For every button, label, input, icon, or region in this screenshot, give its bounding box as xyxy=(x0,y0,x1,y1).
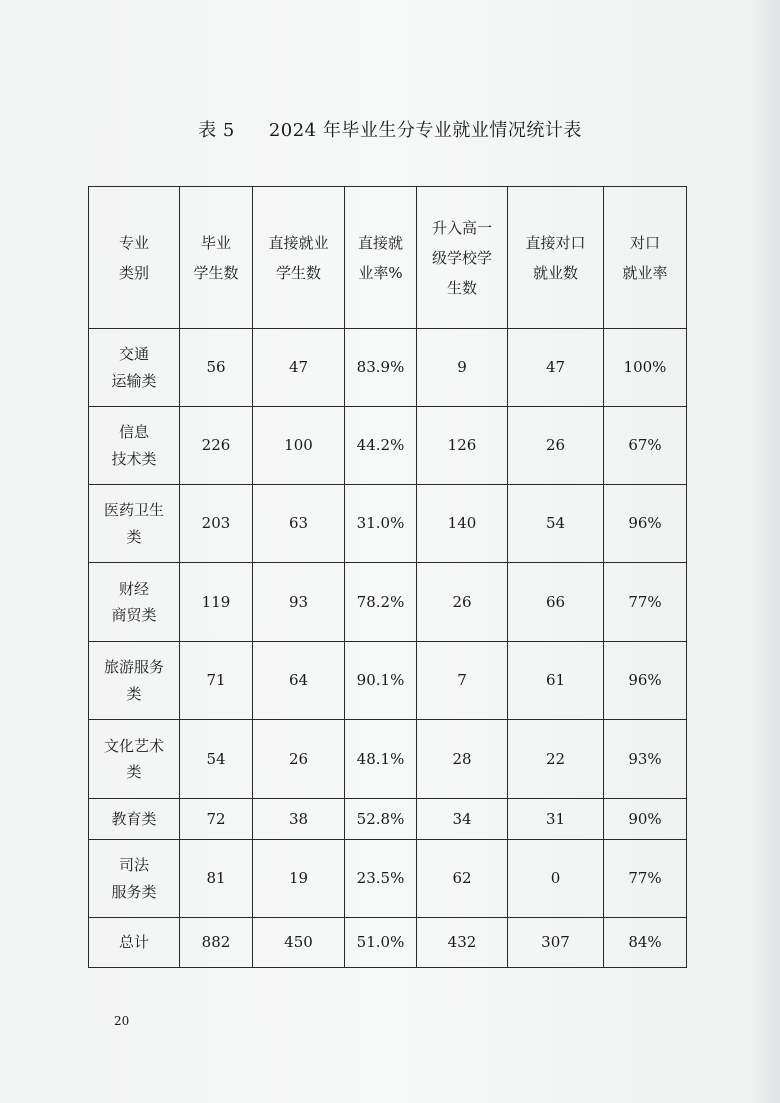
category-cell: 交通 运输类 xyxy=(89,329,180,407)
table-row xyxy=(89,642,687,720)
header-row xyxy=(89,187,687,329)
value-cell: 52.8% xyxy=(345,799,417,840)
value-cell: 67% xyxy=(604,407,687,485)
table-row xyxy=(89,485,687,563)
table-label: 表 5 xyxy=(198,120,235,141)
value-cell: 47 xyxy=(253,329,345,407)
column-header: 毕业 学生数 xyxy=(180,187,253,329)
value-cell: 47 xyxy=(508,329,604,407)
value-cell: 31.0% xyxy=(345,485,417,563)
category-cell: 旅游服务 类 xyxy=(89,642,180,720)
table-row xyxy=(89,407,687,485)
value-cell: 226 xyxy=(180,407,253,485)
value-cell: 23.5% xyxy=(345,840,417,918)
value-cell: 307 xyxy=(508,918,604,968)
value-cell: 126 xyxy=(417,407,508,485)
table-title-text: 2024 年毕业生分专业就业情况统计表 xyxy=(268,120,582,141)
category-cell: 财经 商贸类 xyxy=(89,563,180,642)
table-row xyxy=(89,563,687,642)
value-cell: 78.2% xyxy=(345,563,417,642)
value-cell: 450 xyxy=(253,918,345,968)
value-cell: 140 xyxy=(417,485,508,563)
value-cell: 54 xyxy=(508,485,604,563)
value-cell: 34 xyxy=(417,799,508,840)
table-row xyxy=(89,720,687,799)
column-header: 直接就业 学生数 xyxy=(253,187,345,329)
value-cell: 119 xyxy=(180,563,253,642)
value-cell: 83.9% xyxy=(345,329,417,407)
category-cell: 医药卫生 类 xyxy=(89,485,180,563)
category-cell: 文化艺术 类 xyxy=(89,720,180,799)
value-cell: 72 xyxy=(180,799,253,840)
employment-stats-table xyxy=(88,186,687,968)
column-header: 对口 就业率 xyxy=(604,187,687,329)
value-cell: 51.0% xyxy=(345,918,417,968)
value-cell: 31 xyxy=(508,799,604,840)
value-cell: 62 xyxy=(417,840,508,918)
value-cell: 84% xyxy=(604,918,687,968)
value-cell: 56 xyxy=(180,329,253,407)
category-cell: 总计 xyxy=(89,918,180,968)
value-cell: 432 xyxy=(417,918,508,968)
value-cell: 96% xyxy=(604,642,687,720)
value-cell: 71 xyxy=(180,642,253,720)
column-header: 专业 类别 xyxy=(89,187,180,329)
page-edge-shadow xyxy=(752,0,780,1103)
value-cell: 203 xyxy=(180,485,253,563)
category-cell: 司法 服务类 xyxy=(89,840,180,918)
value-cell: 66 xyxy=(508,563,604,642)
total-row xyxy=(89,918,687,968)
value-cell: 63 xyxy=(253,485,345,563)
table-row xyxy=(89,799,687,840)
value-cell: 93 xyxy=(253,563,345,642)
table-row xyxy=(89,840,687,918)
value-cell: 90.1% xyxy=(345,642,417,720)
value-cell: 44.2% xyxy=(345,407,417,485)
value-cell: 28 xyxy=(417,720,508,799)
value-cell: 0 xyxy=(508,840,604,918)
page-number: 20 xyxy=(114,1014,130,1028)
value-cell: 96% xyxy=(604,485,687,563)
column-header: 升入高一 级学校学 生数 xyxy=(417,187,508,329)
value-cell: 100 xyxy=(253,407,345,485)
column-header: 直接对口 就业数 xyxy=(508,187,604,329)
value-cell: 90% xyxy=(604,799,687,840)
value-cell: 26 xyxy=(253,720,345,799)
value-cell: 26 xyxy=(508,407,604,485)
value-cell: 48.1% xyxy=(345,720,417,799)
value-cell: 77% xyxy=(604,840,687,918)
column-header: 直接就 业率% xyxy=(345,187,417,329)
category-cell: 信息 技术类 xyxy=(89,407,180,485)
value-cell: 26 xyxy=(417,563,508,642)
value-cell: 77% xyxy=(604,563,687,642)
value-cell: 9 xyxy=(417,329,508,407)
value-cell: 22 xyxy=(508,720,604,799)
table-title xyxy=(0,116,780,142)
value-cell: 100% xyxy=(604,329,687,407)
value-cell: 19 xyxy=(253,840,345,918)
value-cell: 7 xyxy=(417,642,508,720)
category-cell: 教育类 xyxy=(89,799,180,840)
value-cell: 61 xyxy=(508,642,604,720)
value-cell: 54 xyxy=(180,720,253,799)
table-row xyxy=(89,329,687,407)
value-cell: 38 xyxy=(253,799,345,840)
value-cell: 93% xyxy=(604,720,687,799)
value-cell: 81 xyxy=(180,840,253,918)
value-cell: 882 xyxy=(180,918,253,968)
value-cell: 64 xyxy=(253,642,345,720)
